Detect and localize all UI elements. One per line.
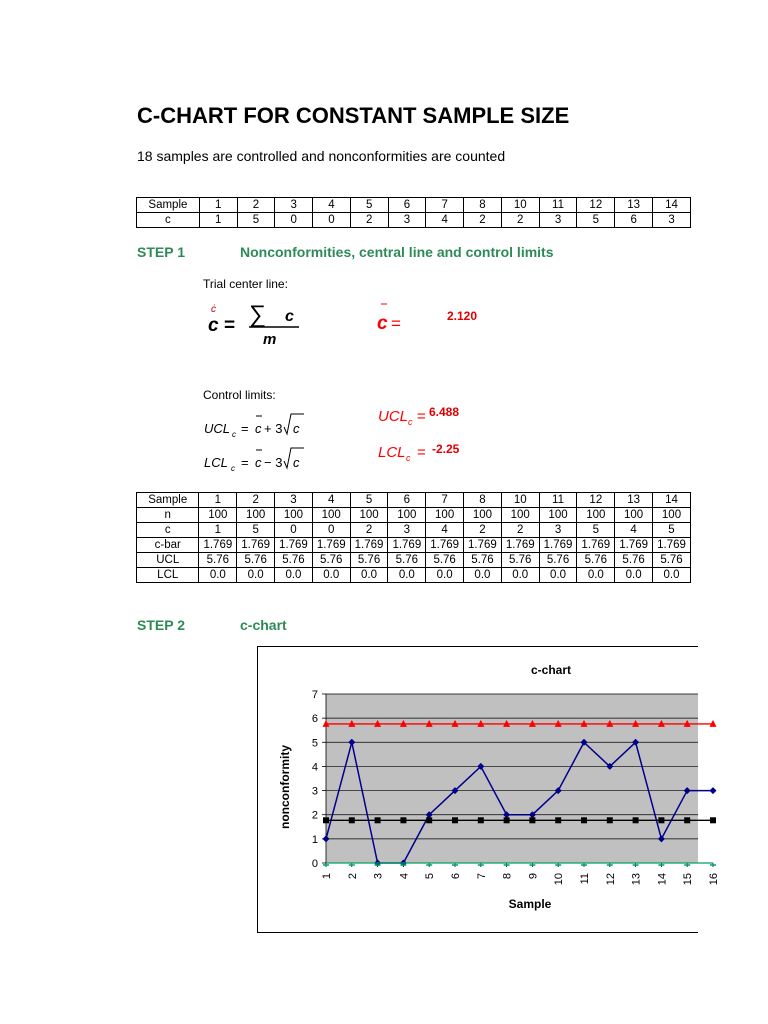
- page-subtitle: 18 samples are controlled and nonconformities are counted: [137, 148, 506, 164]
- table-cell: 0.0: [539, 568, 577, 583]
- svg-text:c: c: [231, 464, 235, 473]
- svg-text:=: =: [417, 408, 426, 425]
- table-cell: 10: [501, 493, 539, 508]
- table-cell: 100: [237, 508, 275, 523]
- table-cell: 1.769: [199, 538, 237, 553]
- trial-center-label: Trial center line:: [203, 277, 288, 291]
- table-cell: 100: [275, 508, 313, 523]
- table-cell: 0: [313, 213, 351, 228]
- table-cell: 5: [237, 213, 275, 228]
- svg-text:c: c: [293, 421, 300, 436]
- table-cell: 5: [577, 523, 615, 538]
- table-cell: 5.76: [388, 553, 426, 568]
- table-cell: 2: [501, 523, 539, 538]
- table-cell: 14: [653, 493, 691, 508]
- svg-text:c: c: [285, 308, 294, 325]
- svg-text:c: c: [408, 417, 413, 427]
- svg-text:∑: ∑: [249, 301, 267, 328]
- table-cell: 5: [350, 493, 388, 508]
- table-cell: 3: [539, 523, 577, 538]
- x-tick-label: 3: [372, 873, 385, 880]
- table-row: [137, 213, 691, 228]
- row-label-cell: Sample: [137, 198, 200, 213]
- x-tick-label: 14: [656, 873, 669, 886]
- row-label-cell: UCL: [137, 553, 199, 568]
- table-row: [137, 493, 691, 508]
- x-tick-label: 6: [450, 873, 462, 880]
- data-point: [426, 817, 432, 823]
- y-tick-label: 6: [311, 713, 318, 726]
- table-cell: 1: [199, 213, 237, 228]
- plot-area: [326, 694, 698, 863]
- table-cell: 5.76: [199, 553, 237, 568]
- table-cell: 5: [653, 523, 691, 538]
- y-tick-label: 4: [311, 761, 318, 774]
- table-cell: 5.76: [653, 553, 691, 568]
- table-cell: 1: [199, 523, 237, 538]
- table-cell: 3: [275, 493, 313, 508]
- table-cell: 4: [426, 213, 464, 228]
- table-cell: 11: [539, 493, 577, 508]
- x-tick-label: 13: [630, 873, 643, 886]
- table-row: [137, 198, 691, 213]
- svg-text:− 3: − 3: [264, 455, 283, 470]
- data-point: [581, 817, 587, 823]
- table-cell: 0.0: [350, 568, 388, 583]
- svg-text:=: =: [241, 455, 249, 470]
- table-cell: 0.0: [464, 568, 502, 583]
- table-cell: 4: [615, 523, 653, 538]
- x-axis-label: Sample: [508, 897, 552, 911]
- data-point: [504, 817, 510, 823]
- table-cell: 6: [615, 213, 653, 228]
- control-limits-table: [136, 492, 691, 583]
- step1-label: STEP 1: [137, 244, 185, 260]
- limit-result-formulas: [376, 404, 431, 464]
- x-tick-label: 2: [346, 873, 359, 880]
- svg-text:c: c: [208, 315, 219, 336]
- table-cell: 0: [312, 523, 350, 538]
- table-cell: 12: [577, 198, 615, 213]
- table-cell: 8: [464, 493, 502, 508]
- svg-text:c: c: [406, 453, 411, 463]
- table-cell: 1.769: [237, 538, 275, 553]
- lcl-value: -2.25: [432, 442, 460, 456]
- svg-text:c: c: [377, 313, 388, 334]
- x-tick-label: 8: [501, 873, 514, 880]
- svg-text:=: =: [241, 421, 249, 436]
- table-cell: 1.769: [615, 538, 653, 553]
- data-point: [375, 817, 381, 823]
- svg-text:LCL: LCL: [204, 455, 228, 470]
- table-cell: 5: [577, 213, 615, 228]
- table-cell: 4: [426, 523, 464, 538]
- svg-text:UCL: UCL: [204, 421, 231, 436]
- table-cell: 2: [501, 213, 539, 228]
- table-cell: 0.0: [312, 568, 350, 583]
- table-cell: 5: [237, 523, 275, 538]
- row-label-cell: c: [137, 213, 200, 228]
- table-cell: 2: [464, 523, 502, 538]
- x-tick-label: 7: [475, 873, 488, 880]
- data-point: [633, 817, 639, 823]
- table-cell: 1.769: [426, 538, 464, 553]
- step1-text: Nonconformities, central line and control limits: [240, 244, 554, 260]
- table-cell: 0.0: [501, 568, 539, 583]
- table-cell: 100: [312, 508, 350, 523]
- table-cell: 5.76: [237, 553, 275, 568]
- table-cell: 0: [275, 213, 313, 228]
- svg-text:c: c: [293, 455, 300, 470]
- table-cell: 0.0: [577, 568, 615, 583]
- x-tick-label: 1: [321, 873, 333, 880]
- table-cell: 100: [501, 508, 539, 523]
- table-cell: 100: [653, 508, 691, 523]
- table-cell: 0.0: [199, 568, 237, 583]
- svg-text:LCL: LCL: [378, 444, 406, 461]
- center-line-formula: [205, 298, 315, 348]
- table-cell: 8: [464, 198, 502, 213]
- table-cell: 0.0: [426, 568, 464, 583]
- row-label-cell: c-bar: [137, 538, 199, 553]
- table-cell: 1: [199, 493, 237, 508]
- data-point: [710, 787, 717, 794]
- table-cell: 0.0: [653, 568, 691, 583]
- data-point: [684, 817, 690, 823]
- x-tick-label: 4: [398, 873, 411, 880]
- table-cell: 100: [199, 508, 237, 523]
- row-label-cell: Sample: [137, 493, 199, 508]
- table-cell: 1.769: [275, 538, 313, 553]
- table-cell: 0.0: [388, 568, 426, 583]
- table-row: [137, 538, 691, 553]
- svg-text:c: c: [255, 421, 262, 436]
- table-cell: 5.76: [312, 553, 350, 568]
- ucl-value: 6.488: [429, 405, 460, 419]
- y-tick-label: 7: [311, 689, 318, 701]
- data-point: [607, 817, 613, 823]
- row-label-cell: LCL: [137, 568, 199, 583]
- table-cell: 3: [653, 213, 691, 228]
- y-tick-label: 2: [311, 809, 318, 822]
- table-cell: 100: [539, 508, 577, 523]
- c-chart: [258, 647, 720, 932]
- table-cell: 5.76: [426, 553, 464, 568]
- cbar-mark: ċ: [211, 304, 216, 315]
- table-cell: 0.0: [275, 568, 313, 583]
- page-title: C-CHART FOR CONSTANT SAMPLE SIZE: [137, 103, 570, 128]
- table-cell: 1.769: [501, 538, 539, 553]
- table-cell: 2: [237, 198, 275, 213]
- row-label-cell: n: [137, 508, 199, 523]
- y-tick-label: 5: [311, 737, 318, 750]
- chart-title: c-chart: [530, 663, 572, 677]
- table-cell: 1.769: [464, 538, 502, 553]
- data-point: [478, 817, 484, 823]
- data-point: [452, 817, 458, 823]
- table-cell: 3: [388, 213, 426, 228]
- table-cell: 13: [615, 493, 653, 508]
- data-point: [323, 817, 329, 823]
- table-cell: 0.0: [237, 568, 275, 583]
- table-cell: 1.769: [653, 538, 691, 553]
- table-cell: 5.76: [615, 553, 653, 568]
- table-cell: 2: [237, 493, 275, 508]
- sample-count-table: [136, 197, 691, 228]
- x-tick-label: 16: [708, 873, 720, 886]
- table-cell: 11: [539, 198, 577, 213]
- data-point: [658, 817, 664, 823]
- table-row: [137, 508, 691, 523]
- table-cell: 5.76: [577, 553, 615, 568]
- table-cell: 1: [199, 198, 237, 213]
- table-cell: 4: [313, 198, 351, 213]
- table-cell: 1.769: [539, 538, 577, 553]
- table-cell: 5: [350, 198, 388, 213]
- table-cell: 100: [615, 508, 653, 523]
- table-cell: 10: [501, 198, 539, 213]
- table-cell: 5.76: [275, 553, 313, 568]
- x-tick-label: 5: [424, 873, 437, 880]
- table-cell: 4: [312, 493, 350, 508]
- table-cell: 100: [464, 508, 502, 523]
- step2-text: c-chart: [240, 617, 287, 633]
- svg-text:+ 3: + 3: [264, 421, 283, 436]
- table-cell: 100: [350, 508, 388, 523]
- control-limit-formulas: [204, 406, 314, 472]
- data-point: [529, 817, 535, 823]
- table-cell: 1.769: [350, 538, 388, 553]
- table-cell: 1.769: [388, 538, 426, 553]
- table-cell: 0: [275, 523, 313, 538]
- table-cell: 5.76: [501, 553, 539, 568]
- table-cell: 13: [615, 198, 653, 213]
- cbar-value: 2.120: [447, 309, 478, 323]
- c-chart-container: [257, 646, 720, 933]
- x-tick-label: 10: [553, 873, 566, 886]
- y-tick-label: 1: [311, 833, 318, 846]
- table-cell: 12: [577, 493, 615, 508]
- table-cell: 2: [350, 213, 388, 228]
- svg-text:UCL: UCL: [378, 408, 409, 425]
- svg-text:=: =: [391, 314, 401, 333]
- x-tick-label: 11: [579, 873, 591, 885]
- table-cell: 14: [653, 198, 691, 213]
- y-tick-label: 3: [311, 785, 318, 798]
- row-label-cell: c: [137, 523, 199, 538]
- x-tick-label: 9: [527, 873, 540, 880]
- table-cell: 7: [426, 198, 464, 213]
- x-tick-label: 15: [682, 873, 695, 886]
- svg-text:m: m: [263, 331, 277, 348]
- table-cell: 3: [539, 213, 577, 228]
- table-cell: 100: [577, 508, 615, 523]
- y-tick-label: 0: [311, 858, 318, 870]
- step2-label: STEP 2: [137, 617, 185, 633]
- cbar-result-formula: [375, 300, 420, 334]
- table-cell: 2: [350, 523, 388, 538]
- x-tick-label: 12: [604, 873, 617, 886]
- table-cell: 5.76: [539, 553, 577, 568]
- table-cell: 5.76: [464, 553, 502, 568]
- table-cell: 2: [464, 213, 502, 228]
- y-axis-label: nonconformity: [278, 745, 292, 829]
- svg-text:c: c: [255, 455, 262, 470]
- data-point: [555, 817, 561, 823]
- table-row: [137, 523, 691, 538]
- table-row: [137, 553, 691, 568]
- svg-text:c: c: [232, 430, 236, 439]
- table-cell: 0.0: [615, 568, 653, 583]
- data-point: [400, 817, 406, 823]
- svg-text:=: =: [224, 315, 236, 336]
- data-point: [710, 817, 716, 823]
- table-cell: 3: [275, 198, 313, 213]
- table-cell: 6: [388, 198, 426, 213]
- table-cell: 5.76: [350, 553, 388, 568]
- table-cell: 7: [426, 493, 464, 508]
- table-cell: 1.769: [312, 538, 350, 553]
- svg-text:=: =: [417, 444, 426, 461]
- table-cell: 3: [388, 523, 426, 538]
- table-cell: 6: [388, 493, 426, 508]
- table-cell: 100: [388, 508, 426, 523]
- table-row: [137, 568, 691, 583]
- control-limits-label: Control limits:: [203, 388, 276, 402]
- data-point: [349, 817, 355, 823]
- table-cell: 1.769: [577, 538, 615, 553]
- table-cell: 100: [426, 508, 464, 523]
